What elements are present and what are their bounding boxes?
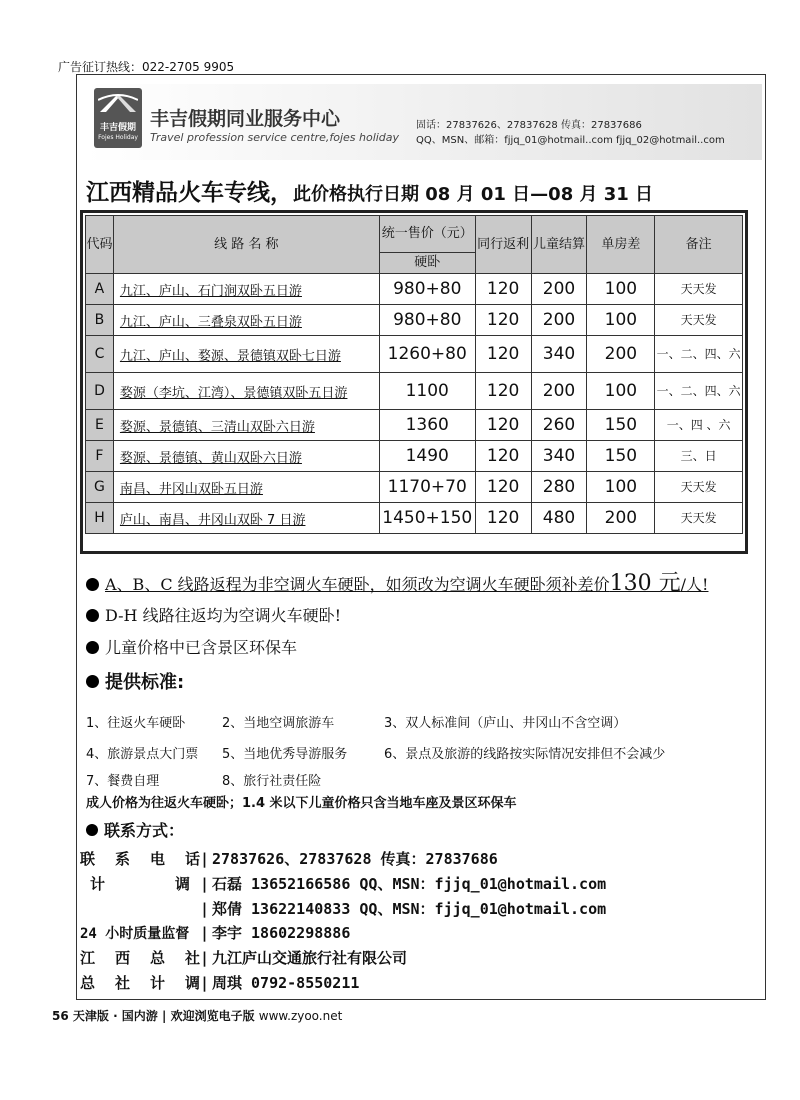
cell-rebate: 120 [475,336,531,373]
header-single: 单房差 [587,216,655,274]
cell-code: D [86,373,114,410]
company-header [86,84,762,160]
contact-value: 27837626、27837628 传真：27837686 [212,850,498,868]
company-name: 丰吉假期同业服务中心 [150,108,341,130]
contact-value: 周琪 0792-8550211 [212,974,360,992]
contact-label: 总社计调 [80,974,200,992]
bullet-icon [86,609,99,622]
cell-child: 200 [531,274,587,305]
cell-single: 100 [587,472,655,503]
logo-text: 丰吉假期 [99,123,136,133]
cell-child: 260 [531,410,587,441]
standard-item: 4、旅游景点大门票 [86,747,199,762]
standard-item: 5、当地优秀导游服务 [222,747,348,762]
contact-value: 九江庐山交通旅行社有限公司 [212,949,408,967]
cell-price: 980+80 [379,274,475,305]
cell-route: 婺源、景德镇、三清山双卧六日游 [113,410,379,441]
cell-price: 1100 [379,373,475,410]
page-number: 56 [52,1009,69,1023]
cell-rebate: 120 [475,410,531,441]
contact-row: 联系电话| 27837626、27837628 传真：27837686 [80,850,498,868]
contact-row: 计调 | 石磊 13652166586 QQ、MSN：fjjq_01@hotmail.com [80,873,606,894]
cell-child: 280 [531,472,587,503]
cell-single: 100 [587,305,655,336]
table-row [86,410,743,441]
website-link[interactable]: www.zyoo.net [258,1009,343,1023]
cell-child: 340 [531,336,587,373]
cell-note: 天天发 [655,472,743,503]
logo-subtext: Fojes Holiday [98,134,138,141]
cell-note: 天天发 [655,503,743,534]
notice-text: D-H 线路往返均为空调火车硬卧! [105,606,342,625]
cell-rebate: 120 [475,305,531,336]
cell-price: 1260+80 [379,336,475,373]
bullet-icon [86,675,99,688]
standard-item: 7、餐费自理 [86,774,160,789]
notice-text: A、B、C 线路返程为非空调火车硬卧，如须改为空调火车硬卧须补差价130 元/人! [105,571,709,596]
table-row [86,336,743,373]
contact-row: | 郑倩 13622140833 QQ、MSN：fjjq_01@hotmail.com [200,900,607,918]
contact-heading: 联系方式： [86,818,184,841]
footer-divider: | [162,1009,167,1023]
cell-price: 980+80 [379,305,475,336]
header-price: 统一售价（元） [379,216,475,253]
standard-item: 2、当地空调旅游车 [222,716,335,731]
cell-code: C [86,336,114,373]
surcharge-price: 130 元 [609,571,681,596]
cell-rebate: 120 [475,441,531,472]
cell-note: 一、四 、六 [655,410,743,441]
header-rebate: 同行返利 [475,216,531,274]
road-x-icon [98,92,138,114]
contact-row: 24 小时质量监督 | 李宇 18602298886 [80,924,351,942]
cell-single: 200 [587,503,655,534]
cell-code: E [86,410,114,441]
table-row [86,503,743,534]
header-route: 线 路 名 称 [113,216,379,274]
header-child: 儿童结算 [531,216,587,274]
contact-label: 计调 [90,875,190,893]
bullet-icon [86,578,99,591]
cell-code: H [86,503,114,534]
contact-row: 江西总社| 九江庐山交通旅行社有限公司 [80,949,408,967]
cell-route: 九江、庐山、婺源、景德镇双卧七日游 [113,336,379,373]
price-table-frame [80,210,748,554]
cell-single: 150 [587,441,655,472]
bullet-icon [86,641,99,654]
title-date-range: 此价格执行日期 08 月 01 日—08 月 31 日 [293,184,654,205]
cell-code: G [86,472,114,503]
cell-code: B [86,305,114,336]
cell-note: 三、日 [655,441,743,472]
contact-row: 总社计调| 周琪 0792-8550211 [80,974,360,992]
cell-single: 200 [587,336,655,373]
contact-value: 石磊 13652166586 QQ、MSN：fjjq_01@hotmail.com [212,875,607,893]
bullet-icon [86,824,98,836]
cell-single: 150 [587,410,655,441]
table-row [86,305,743,336]
cell-note: 一、二、四、六 [655,373,743,410]
cell-price: 1360 [379,410,475,441]
cell-rebate: 120 [475,373,531,410]
header-note: 备注 [655,216,743,274]
cell-note: 天天发 [655,305,743,336]
notice-list [86,568,708,664]
edition: 天津版 · 国内游 [72,1009,158,1023]
cell-single: 100 [587,274,655,305]
notice-text: 儿童价格中已含景区环保车 [105,638,298,657]
table-row [86,441,743,472]
cell-child: 200 [531,305,587,336]
table-row [86,274,743,305]
title-main: 江西精品火车专线， [86,180,293,206]
cell-code: F [86,441,114,472]
header-price-sub: 硬卧 [379,253,475,274]
contact-label: 24 小时质量监督 [80,926,190,942]
contact-label: 联系电话 [80,850,200,868]
standard-item: 8、旅行社责任险 [222,774,322,789]
notice-item [86,632,708,664]
ad-hotline: 广告征订热线：022-2705 9905 [58,60,235,74]
cell-note: 一、二、四、六 [655,336,743,373]
standard-item: 1、往返火车硬卧 [86,716,186,731]
standards-note: 成人价格为往返火车硬卧；1.4 米以下儿童价格只含当地车座及景区环保车 [86,796,517,811]
header-email: QQ、MSN、邮箱：fjjq_01@hotmail..com fjjq_02@hotmail..com [416,135,725,146]
standard-item: 3、双人标准间（庐山、井冈山不含空调） [384,716,627,731]
cell-code: A [86,274,114,305]
cell-route: 九江、庐山、石门涧双卧五日游 [113,274,379,305]
contact-label: 江西总社 [80,949,200,967]
cell-child: 480 [531,503,587,534]
table-row [86,373,743,410]
company-name-en: Travel profession service centre,fojes holiday [150,131,400,144]
cell-note: 天天发 [655,274,743,305]
standards-heading: 提供标准: [86,668,184,694]
cell-rebate: 120 [475,274,531,305]
cell-rebate: 120 [475,472,531,503]
footer-slogan: 欢迎浏览电子版 [170,1009,255,1023]
cell-price: 1170+70 [379,472,475,503]
price-table [85,215,743,534]
contact-value: 郑倩 13622140833 QQ、MSN：fjjq_01@hotmail.com [212,900,607,918]
header-phone-fax: 固话：27837626、27837628 传真：27837686 [416,120,642,131]
cell-route: 婺源（李坑、江湾）、景德镇双卧五日游 [113,373,379,410]
contact-value: 李宇 18602298886 [212,924,351,942]
cell-single: 100 [587,373,655,410]
page-title [86,174,653,207]
page-footer [52,1007,342,1024]
cell-price: 1490 [379,441,475,472]
cell-route: 南昌、井冈山双卧五日游 [113,472,379,503]
header-code: 代码 [86,216,114,274]
cell-rebate: 120 [475,503,531,534]
cell-route: 婺源、景德镇、黄山双卧六日游 [113,441,379,472]
notice-item [86,568,708,600]
cell-price: 1450+150 [379,503,475,534]
table-row [86,472,743,503]
cell-route: 庐山、南昌、井冈山双卧 7 日游 [113,503,379,534]
standard-item: 6、景点及旅游的线路按实际情况安排但不会减少 [384,747,666,762]
notice-item [86,600,708,632]
cell-route: 九江、庐山、三叠泉双卧五日游 [113,305,379,336]
cell-child: 340 [531,441,587,472]
cell-child: 200 [531,373,587,410]
company-logo [94,88,142,148]
